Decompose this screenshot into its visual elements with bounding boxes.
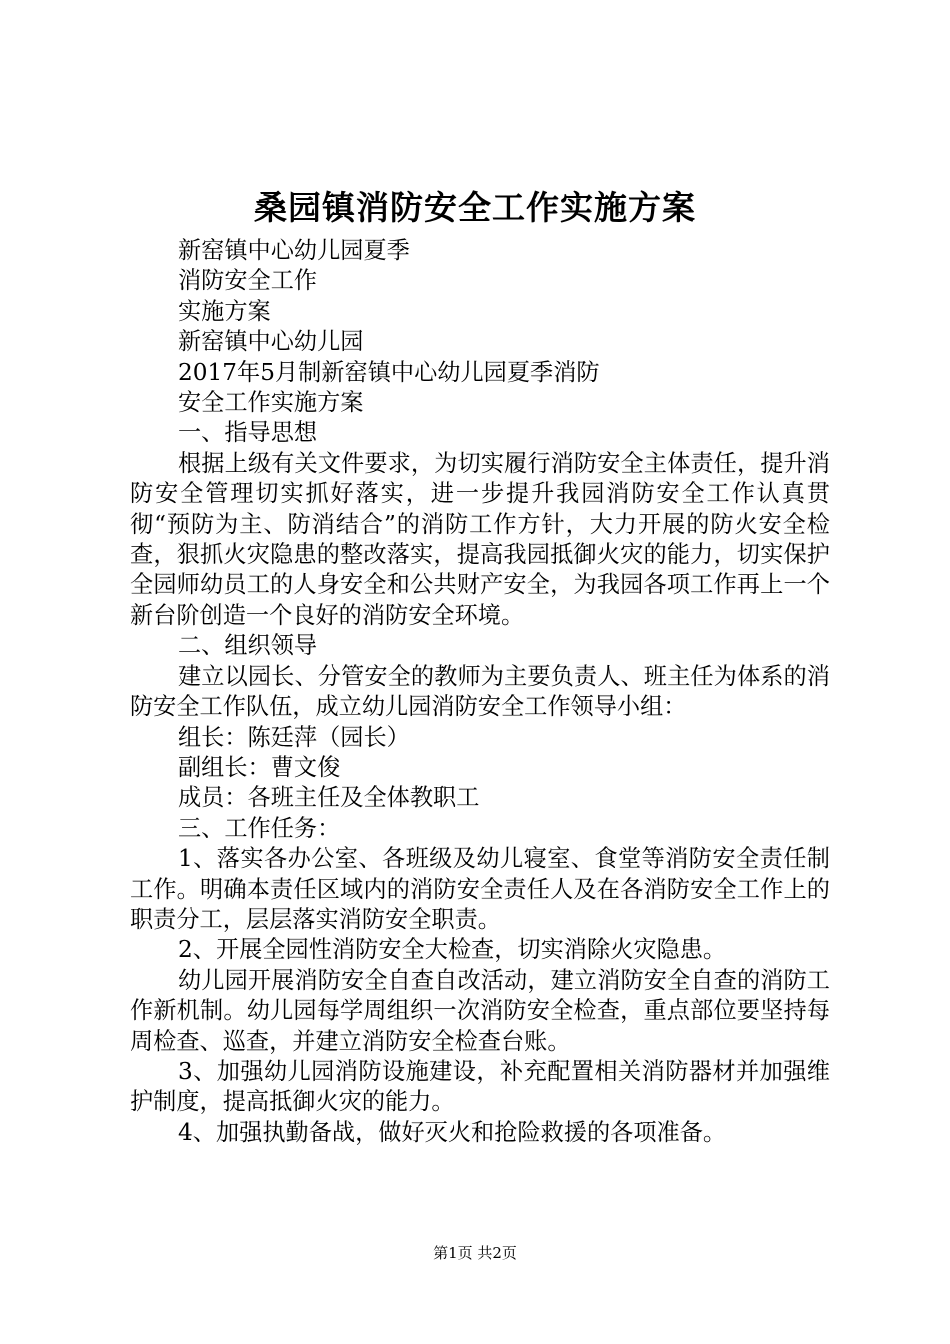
- body-paragraph: 安全工作实施方案: [178, 389, 364, 417]
- body-paragraph: 建立以园长、分管安全的教师为主要负责人、班主任为体系的消防安全工作队伍，成立幼儿园消防安全工作领导小组：: [130, 662, 830, 721]
- body-paragraph: 1、落实各办公室、各班级及幼儿寝室、食堂等消防安全责任制工作。明确本责任区域内的消防安全责任人及在各消防安全工作上的职责分工，层层落实消防安全职责。: [130, 845, 830, 933]
- body-paragraph: 新窑镇中心幼儿园夏季: [178, 237, 410, 264]
- body-paragraph: 副组长：曹文俊: [178, 753, 341, 781]
- body-paragraph: 组长：陈廷萍（园长）: [178, 723, 410, 751]
- document-title: 桑园镇消防安全工作实施方案: [254, 188, 696, 227]
- body-paragraph: 新窑镇中心幼儿园: [178, 328, 364, 356]
- body-paragraph: 根据上级有关文件要求，为切实履行消防安全主体责任，提升消防安全管理切实抓好落实，进一步提升我园消防安全工作认真贯彻“预防为主、防消结合”的消防工作方针，大力开展的防火安全检查，狠抓火灾隐患的整改落实，提高我园抵御火灾的能力，切实保护全园师幼员工的人身安全和公共财产安全，为我园各项工作再上一个新台阶创造一个良好的消防安全环境。: [130, 449, 830, 629]
- page-number-footer: 第1页 共2页: [433, 1244, 517, 1262]
- document-body: [130, 236, 830, 1148]
- body-paragraph: 幼儿园开展消防安全自查自改活动，建立消防安全自查的消防工作新机制。幼儿园每学周组织一次消防安全检查，重点部位要坚持每周检查、巡查，并建立消防安全检查台账。: [130, 966, 830, 1055]
- body-paragraph: 成员：各班主任及全体教职工: [178, 784, 480, 812]
- body-paragraph: 实施方案: [178, 297, 271, 325]
- section-heading: 二、组织领导: [178, 632, 318, 660]
- body-paragraph: 3、加强幼儿园消防设施建设，补充配置相关消防器材并加强维护制度，提高抵御火灾的能力。: [130, 1057, 830, 1116]
- body-paragraph: 4、加强执勤备战，做好灭火和抢险救援的各项准备。: [178, 1118, 727, 1146]
- body-paragraph: 消防安全工作: [178, 267, 318, 295]
- body-paragraph: 2、开展全园性消防安全大检查，切实消除火灾隐患。: [178, 936, 727, 964]
- body-paragraph: 2017年5月制新窑镇中心幼儿园夏季消防: [178, 358, 600, 386]
- section-heading: 三、工作任务：: [178, 814, 341, 842]
- section-heading: 一、指导思想: [178, 419, 318, 447]
